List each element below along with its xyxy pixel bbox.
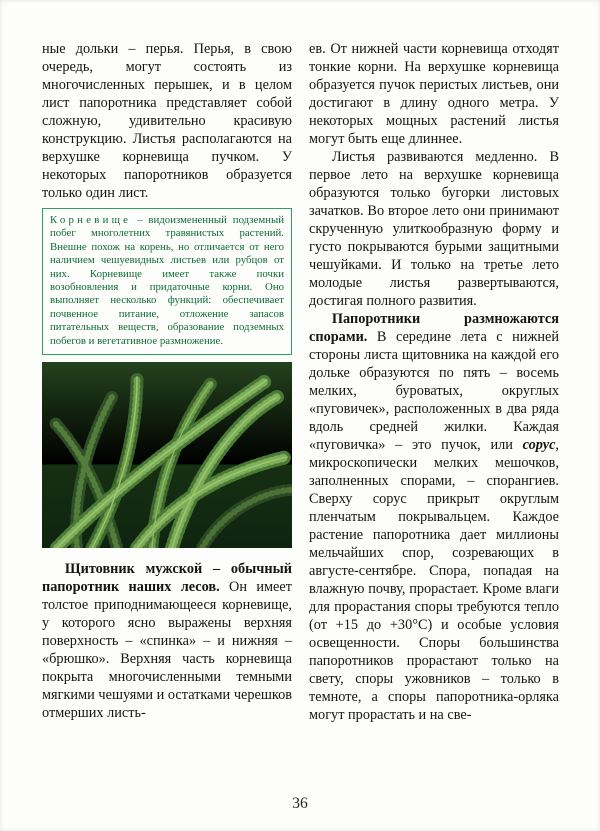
shield-fern-text: Он имеет толстое приподнимающееся корневище, у которого ясно выражены верхняя поверхность – «спинка» – и нижняя – «брюшко». Верхняя часть корневища покрыта многочисленными темными мягкими чешуями и остатками черешков отмерших листь- [42,579,292,722]
page-number: 36 [292,795,308,812]
left-column [42,40,292,724]
right-column [309,40,559,724]
spore-text-1: В середине лета с нижней стороны листа щитовника на каждой его дольке образуются по пять – восемь мелких, буроватых, округлых «пуговичек», расположенных в два ряда вдоль средней жилки. Каждая «пуговичка» – это пучок, или [309,329,559,453]
left-paragraph-continuation: ные дольки – перья. Перья, в свою очередь, могут состоять из многочисленных перышек, и в целом лист папоротника представляет собой сложную, удивительно красивую конструкцию. Листья располагаются на верхушке корневища пучком. У некоторых папоротников образуется только один лист. [42,41,292,201]
sorus-term: сорус [522,437,556,453]
shield-fern-paragraph [42,560,292,722]
right-paragraph-continuation: ев. От нижней части корневища отходят тонкие корни. На верхушке корневища образуется пучок перистых листьев, они достигают в длину одного метра. У некоторых мощных растений листья могут быть еще длиннее. [309,41,559,147]
rhizome-definition-text: – видоизмененный подземный побег многолетних травянистых растений. Внешне похож на корень, но отличается от него наличием чешуевидных листьев или рубцов от них. Корневище имеет также почки возобновления и придаточные корни. Оно выполняет несколько функций: обеспечивает почвенное питание, отложение запасов питательных веществ, образование подземных побегов и вегетативное размножение. [50,214,284,347]
rhizome-definition-box [42,208,292,355]
two-column-layout [42,40,560,724]
fern-photo [42,362,292,548]
rhizome-term: Корневище [50,214,132,226]
shield-fern-heading: Щитовник мужской – обычный папоротник наших лесов. [42,561,292,596]
leaf-development-paragraph: Листья развиваются медленно. В первое лето на верхушке корневища образуются только бугорки листовых зачатков. Во второе лето они принимают скрученную улиткообразную форму и густо покрываются бурыми защитными чешуйками. И только на третье лето молодые листья развертываются, достигая полного развития. [309,149,559,309]
spore-text-2: , микроскопически мелких мешочков, заполненных спорами, – спорангиев. Сверху сорус прикрыт округлым пленчатым покрывальцем. Каждое растение папоротника дает миллионы мельчайших спор, созревающих в августе-сентябре. Спора, попадая на влажную почву, прорастает. Кроме влаги для прорастания споры требуются тепло (от +15 до +30°С) и особые условия освещенности. Споры большинства папоротников прорастают только на свету, споры ужовников – только в темноте, а споры папоротника-орляка могут прорастать и на све- [309,437,559,723]
spore-reproduction-paragraph [309,310,559,724]
spore-heading: Папоротники размножаются спорами. [309,311,559,345]
